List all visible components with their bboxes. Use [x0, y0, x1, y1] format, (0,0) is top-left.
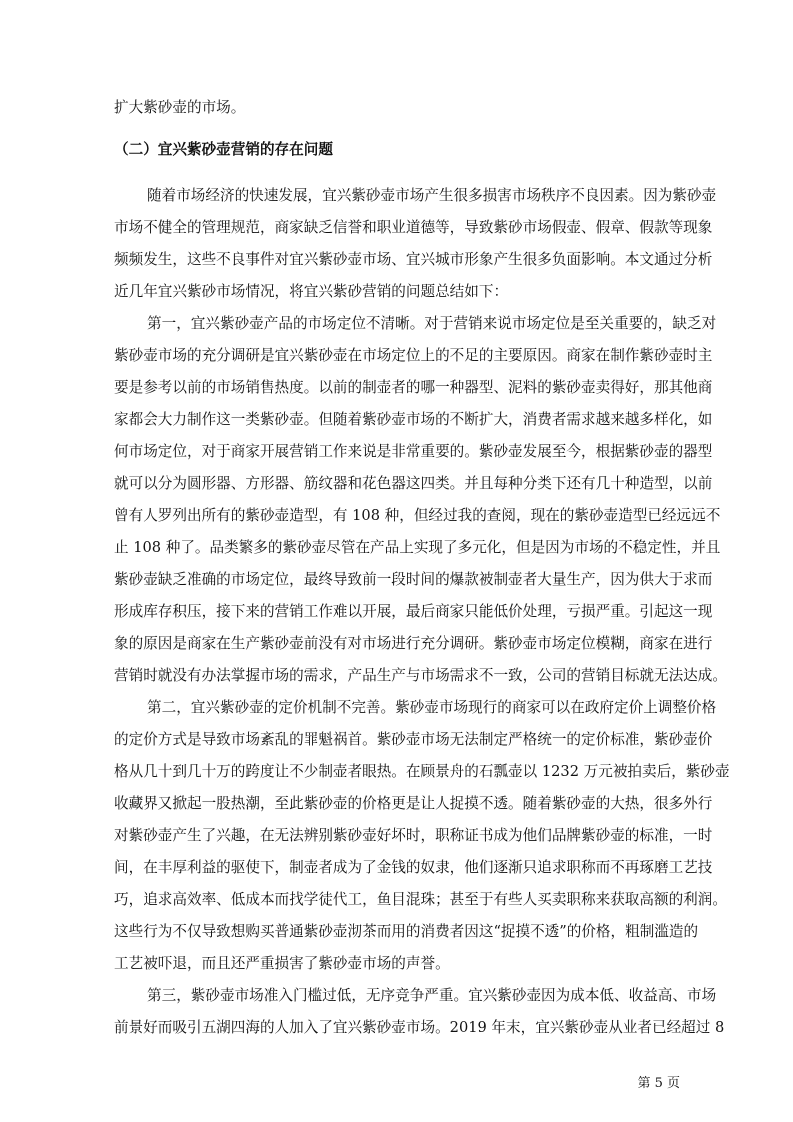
- text-line: 随着市场经济的快速发展，宜兴紫砂壶市场产生很多损害市场秩序不良因素。因为紫砂壶: [147, 187, 717, 204]
- text-line: 形成库存积压，接下来的营销工作难以开展，最后商家只能低价处理，亏损严重。引起这一现: [114, 603, 713, 620]
- text-line: 营销时就没有办法掌握市场的需求，产品生产与市场需求不一致，公司的营销目标就无法达成。: [114, 667, 727, 684]
- text-line: 收藏界又掀起一股热潮，至此紫砂壶的价格更是让人捉摸不透。随着紫砂壶的大热，很多外行: [114, 795, 713, 812]
- text-line: 紫砂壶市场的充分调研是宜兴紫砂壶在市场定位上的不足的主要原因。商家在制作紫砂壶时主: [114, 347, 713, 364]
- text-line: 紫砂壶缺乏准确的市场定位，最终导致前一段时间的爆款被制壶者大量生产，因为供大于求而: [114, 571, 713, 588]
- text-line: 格从几十到几十万的跨度让不少制壶者眼热。在顾景舟的石瓢壶以 1232 万元被拍卖后，紫砂壶: [114, 763, 730, 780]
- section-heading: （二）宜兴紫砂壶营销的存在问题: [114, 141, 333, 158]
- page-number: 第 5 页: [637, 1076, 680, 1091]
- text-line: 间，在丰厚利益的驱使下，制壶者成为了金钱的奴隶，他们逐渐只追求职称而不再琢磨工艺技: [114, 859, 713, 876]
- text-line: 的定价方式是导致市场紊乱的罪魁祸首。紫砂壶市场无法制定严格统一的定价标准，紫砂壶价: [114, 731, 713, 748]
- text-line: 第三，紫砂壶市场准入门槛过低，无序竞争严重。宜兴紫砂壶因为成本低、收益高、市场: [147, 987, 717, 1004]
- text-line: 市场不健全的管理规范，商家缺乏信誉和职业道德等，导致紫砂市场假壶、假章、假款等现象: [114, 219, 713, 236]
- text-line: 前景好而吸引五湖四海的人加入了宜兴紫砂壶市场。2019 年末，宜兴紫砂壶从业者已经超过 8: [114, 1019, 725, 1036]
- text-line: 家都会大力制作这一类紫砂壶。但随着紫砂壶市场的不断扩大，消费者需求越来越多样化，如: [114, 411, 713, 428]
- text-line: 就可以分为圆形器、方形器、筋纹器和花色器这四类。并且每种分类下还有几十种造型，以前: [114, 475, 713, 492]
- text-line: 扩大紫砂壶的市场。: [114, 99, 246, 116]
- text-line: 止 108 种了。品类繁多的紫砂壶尽管在产品上实现了多元化，但是因为市场的不稳定性，并且: [114, 539, 721, 556]
- text-line: 曾有人罗列出所有的紫砂壶造型，有 108 种，但经过我的查阅，现在的紫砂壶造型已经远远不: [114, 507, 721, 524]
- text-line: 第一，宜兴紫砂壶产品的市场定位不清晰。对于营销来说市场定位是至关重要的，缺乏对: [147, 315, 717, 332]
- text-line: 频频发生，这些不良事件对宜兴紫砂壶市场、宜兴城市形象产生很多负面影响。本文通过分析: [114, 251, 713, 268]
- text-line: 何市场定位，对于商家开展营销工作来说是非常重要的。紫砂壶发展至今，根据紫砂壶的器型: [114, 443, 713, 460]
- text-line: 象的原因是商家在生产紫砂壶前没有对市场进行充分调研。紫砂壶市场定位模糊，商家在进行: [114, 635, 713, 652]
- text-line: 对紫砂壶产生了兴趣，在无法辨别紫砂壶好坏时，职称证书成为他们品牌紫砂壶的标准，一时: [114, 827, 713, 844]
- text-line: 要是参考以前的市场销售热度。以前的制壶者的哪一种器型、泥料的紫砂壶卖得好，那其他商: [114, 379, 713, 396]
- text-line: 巧，追求高效率、低成本而找学徒代工，鱼目混珠；甚至于有些人买卖职称来获取高额的利润。: [114, 891, 727, 908]
- text-line: 第二，宜兴紫砂壶的定价机制不完善。紫砂壶市场现行的商家可以在政府定价上调整价格: [147, 699, 717, 716]
- text-line: 这些行为不仅导致想购买普通紫砂壶沏茶而用的消费者因这“捉摸不透”的价格，粗制滥造的: [114, 923, 699, 940]
- text-line: 工艺被吓退，而且还严重损害了紫砂壶市场的声誉。: [114, 955, 450, 972]
- text-line: 近几年宜兴紫砂市场情况，将宜兴紫砂营销的问题总结如下：: [114, 283, 509, 300]
